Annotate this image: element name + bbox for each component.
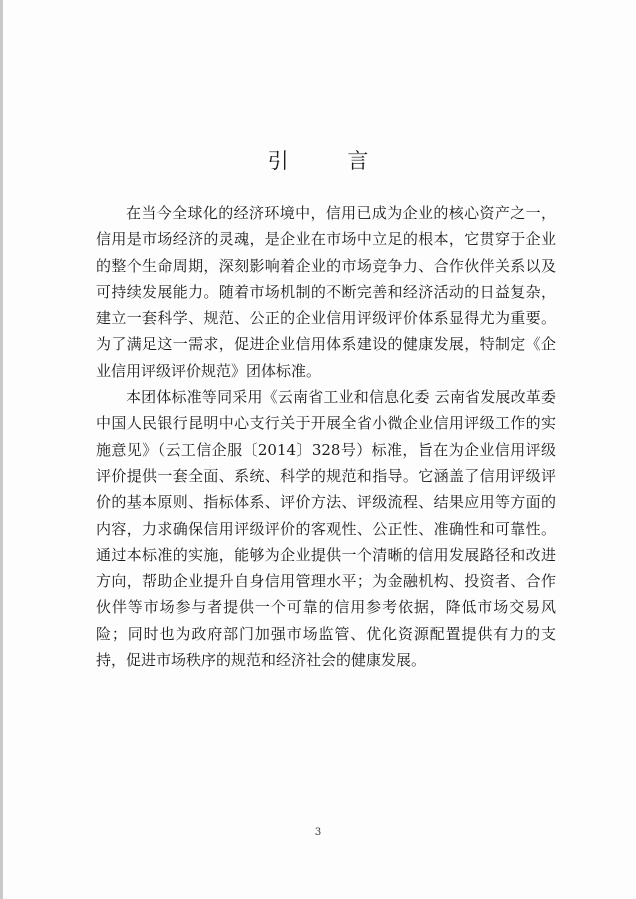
scan-edge (0, 0, 3, 899)
paragraph-standard: 本团体标准等同采用《云南省工业和信息化委 云南省发展改革委 中国人民银行昆明中心支行关于开展全省小微企业信用评级工作的实施意见》（云工信企服〔2014〕328号）标准，旨在为企业信用评级评价提供一套全面、系统、科学的规范和指导。它涵盖了信用评级评价的基本原则、指标体系、评价方法、评级流程、结果应用等方面的内容，力求确保信用评级评价的客观性、公正性、准确性和可靠性。通过本标准的实施，能够为企业提供一个清晰的信用发展路径和改进方向，帮助企业提升自身信用管理水平；为金融机构、投资者、合作伙伴等市场参与者提供一个可靠的信用参考依据，降低市场交易风险；同时也为政府部门加强市场监管、优化资源配置提供有力的支持，促进市场秩序的规范和经济社会的健康发展。 (96, 388, 556, 670)
section-title: 引 言 (267, 149, 395, 173)
page-number: 3 (314, 827, 322, 838)
body-text (96, 200, 556, 673)
paragraph-intro: 在当今全球化的经济环境中，信用已成为企业的核心资产之一，信用是市场经济的灵魂，是企业在市场中立足的根本，它贯穿于企业的整个生命周期，深刻影响着企业的市场竞争力、合作伙伴关系以及可持续发展能力。随着市场机制的不断完善和经济活动的日益复杂，建立一套科学、规范、公正的企业信用评级评价体系显得尤为重要。为了满足这一需求，促进企业信用体系建设的健康发展，特制定《企业信用评级评价规范》团体标准。 (96, 204, 556, 380)
